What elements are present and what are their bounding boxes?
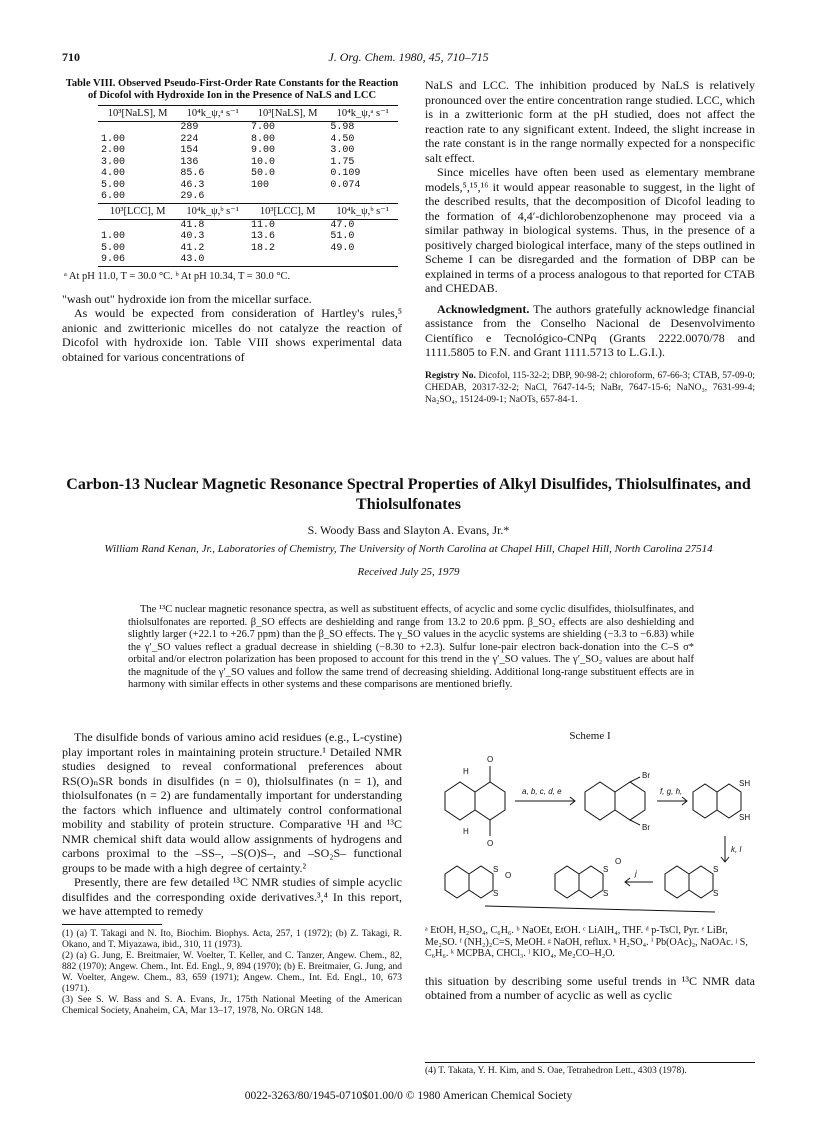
table-cell: [98, 219, 177, 231]
table-header-cell: 10³[NaLS], M: [98, 106, 177, 122]
table-row: [98, 191, 398, 203]
article-header: [62, 475, 755, 578]
atom-label: O: [505, 871, 512, 880]
table-row: [98, 168, 398, 180]
atom-label: S: [603, 889, 609, 898]
table-header-cell: 10³[LCC], M: [248, 203, 327, 219]
table-cell: 43.0: [177, 254, 248, 266]
table-cell: 1.00: [101, 231, 126, 242]
table-cell: 100: [250, 179, 269, 191]
table-row: [98, 243, 398, 255]
table-caption: Table VIII. Observed Pseudo-First-Order Rate Constants for the Reaction of Dicofol with Hydroxide Ion in the Presence of NaLS and LCC: [65, 78, 399, 101]
ring: [555, 866, 579, 898]
article-affiliation: William Rand Kenan, Jr., Laboratories of Chemistry, The University of North Carolina at Chapel Hill, Chapel Hill, North Carolina 27514: [104, 543, 713, 555]
paragraph: "wash out" hydroxide ion from the micellar surface.: [62, 291, 312, 306]
ring: [693, 784, 717, 818]
table-cell: 1.00: [101, 133, 126, 145]
footnotes: [62, 929, 402, 1017]
table-row: [98, 219, 398, 231]
table-cell: 2.00: [101, 145, 126, 156]
table-cell: 11.0: [250, 219, 275, 231]
table-row: [98, 180, 398, 192]
table-cell: [248, 191, 327, 203]
table-cell: 1.75: [330, 156, 355, 168]
table-cell: [327, 191, 398, 203]
table-cell: [98, 122, 177, 134]
table-cell: 8.00: [250, 133, 275, 145]
atom-label: S: [493, 889, 499, 898]
article-title: Carbon-13 Nuclear Magnetic Resonance Spectral Properties of Alkyl Disulfides, Thiolsulfinates, and Thiolsulfonates: [66, 476, 751, 513]
table-cell: 7.00: [250, 122, 275, 133]
table-cell: 5.00: [101, 242, 126, 254]
registry-label: Registry No.: [425, 370, 476, 381]
ring: [665, 866, 689, 898]
received-date: Received July 25, 1979: [357, 566, 460, 578]
table-cell: 46.3: [180, 179, 205, 191]
table-cell: 9.06: [98, 254, 177, 266]
ring: [445, 866, 469, 898]
table-cell: 5.98: [330, 122, 355, 133]
right-column-lower: [425, 730, 755, 1015]
ring: [445, 782, 475, 820]
table-footnote: ᵃ At pH 11.0, T = 30.0 °C. ᵇ At pH 10.34, T = 30.0 °C.: [64, 270, 291, 282]
right-column-upper: [425, 78, 755, 406]
atom-label: SH: [739, 813, 751, 822]
rate-constants-table: [98, 105, 398, 267]
atom-label: S: [493, 865, 499, 874]
acknowledgment-text: The authors gratefully acknowledge financial assistance from the Conselho Nacional de Desenvolvimento Científico e Tecnológico-CNPq (Grants 2222.0070/78 and 1111.5805 to F.N. and Grant 1111.5713 to L.G.I.).: [425, 301, 755, 359]
ring: [689, 866, 713, 898]
arrow-label: a, b, c, d, e: [522, 787, 562, 796]
left-column-upper: [62, 78, 402, 364]
table-cell: 0.074: [330, 179, 361, 191]
atom-label: O: [487, 839, 494, 848]
journal-citation: J. Org. Chem. 1980, 45, 710–715: [328, 50, 489, 64]
table-cell: 49.0: [330, 242, 355, 254]
table-header-cell: 10⁴k_ψ,ᵇ s⁻¹: [327, 203, 398, 219]
article-abstract: The ¹³C nuclear magnetic resonance spectra, as well as substituent effects, of acyclic and some cyclic disulfides, thiolsulfinates, and thiolsulfonates are reported. β_SO effects are deshielding and range from 13.2 to 20.6 ppm. β_SO₂ effects are also deshielding and slightly larger (+22.1 to +26.7 ppm) than the β_SO effects. The γ_SO values in the acyclic systems are shielding (−3.3 to −6.83) while the γ′_SO values reflect a gradual decrease in shielding (−8.30 to +2.3). Sulfur lone-pair electron back-donation into the C–S σ* orbital and/or electron polarization has been proposed to account for this trend in the γ′_SO values. The γ′_SO₂ values are about half the magnitude of the γ′_SO values and follow the same trend of decreasing shielding. Additional long-range substituent effects are in harmony with similar effects in other systems and these comparisons are mentioned briefly.: [128, 604, 694, 690]
table-cell: 41.8: [180, 219, 205, 231]
footnote: (3) See S. W. Bass and S. A. Evans, Jr., 175th National Meeting of the American Chemical Society, Anaheim, CA, Mar 13–17, 1978, No. ORGN 148.: [62, 994, 402, 1016]
lcc-rows: [98, 219, 398, 266]
ring: [579, 866, 603, 898]
table-cell: 85.6: [180, 168, 205, 179]
scheme-title: Scheme I: [569, 730, 611, 742]
table-cell: 4.50: [330, 133, 355, 145]
footnote-4: [425, 1062, 755, 1077]
table-header-cell: 10⁴k_ψ,ᵇ s⁻¹: [177, 203, 248, 219]
table-cell: 136: [180, 156, 199, 168]
table-cell: 10.0: [250, 156, 275, 168]
table-cell: 4.00: [101, 168, 126, 179]
table-cell: 3.00: [101, 156, 126, 168]
registry-text: Dicofol, 115-32-2; DBP, 90-98-2; chloroform, 67-66-3; CTAB, 57-09-0; CHEDAB, 20317-32-2; NaCl, 7647-14-5; NaBr, 7647-15-6; NaNO₃, 7631-99-4; Na₂SO₄, 15124-09-1; NaOTs, 657-84-1.: [425, 370, 755, 405]
left-column-lower: [62, 730, 402, 1017]
table-row: [98, 157, 398, 169]
scheme-footnote: ᵃ EtOH, H₂SO₄, C₆H₆. ᵇ NaOEt, EtOH. ᶜ LiAlH₄, THF. ᵈ p-TsCl, Pyr. ᵉ LiBr, Me₂SO. ᶠ (NH₂)₂C=S, MeOH. ᵍ NaOH, reflux. ʰ H₂SO₄. ⁱ Pb(OAc)₂, NaOAc. ʲ S, C₆H₆. ᵏ MCPBA, CHCl₃. ˡ KIO₄, Me₂CO–H₂O.: [425, 925, 748, 959]
acknowledgment: [425, 302, 755, 360]
paragraph: Since micelles have often been used as elementary membrane models,⁵,¹⁵,¹⁶ it would appear reasonable to suggest, in the light of the described results, that the decomposition of Dicofol leading to the formation of 4,4′-dichlorobenzophenone may proceed via a similar pathway in biological systems. Thus, in the presence of a positively charged biological interface, many of the steps outlined in Scheme I can be disregarded and the formation of DBP can be explained in terms of a process analogous to that reported for CTAB and CHEDAB.: [425, 165, 755, 295]
paragraph: NaLS and LCC. The inhibition produced by NaLS is relatively pronounced over the entire concentration range studied. LCC, which is in a zwitterionic form at the pH studied, does not affect the reaction rate to any significant extent. Indeed, the slight increase in the rate constant is in the range normally expected for a nonspecific salt effect.: [425, 78, 755, 165]
acknowledgment-heading: Acknowledgment.: [437, 301, 530, 316]
footnote-divider: [62, 924, 162, 925]
atom-label: S: [713, 889, 719, 898]
table-cell: [248, 254, 327, 266]
table-header-cell: 10⁴k_ψ,ᵃ s⁻¹: [177, 106, 248, 122]
table-cell: 18.2: [250, 242, 275, 254]
atom-label: Br: [642, 771, 650, 780]
arrow-label: k, l: [731, 845, 742, 854]
table-header-row: [98, 106, 398, 122]
ring: [475, 782, 505, 820]
atom-label: Br: [642, 823, 650, 832]
table-cell: 5.00: [101, 179, 126, 191]
table-cell: 9.00: [250, 145, 275, 156]
table-row: [98, 145, 398, 157]
table-cell: 13.6: [250, 231, 275, 242]
article-authors: S. Woody Bass and Slayton A. Evans, Jr.*: [307, 523, 510, 537]
table-row: [98, 231, 398, 243]
atom-label: O: [615, 857, 622, 866]
table-cell: 29.6: [177, 191, 248, 203]
atom-label: H: [463, 827, 469, 836]
footnote: (2) (a) G. Jung, E. Breitmaier, W. Voelter, T. Keller, and C. Tanzer, Angew. Chem., 82, 882 (1970); Angew. Chem., Int. Ed. Engl., 9, 894 (1970); (b) E. Breitmaier, G. Jung, and W. Voelter, Angew. Chem., 83, 659 (1971); Angew. Chem., Int. Ed. Engl., 10, 673 (1971).: [62, 950, 402, 994]
ring: [585, 782, 615, 820]
page-number: 710: [62, 50, 80, 64]
arrow-label: f, g, h,: [660, 787, 683, 796]
copyright-line: 0022-3263/80/1945-0710$01.00/0 © 1980 American Chemical Society: [244, 1090, 573, 1102]
atom-label: SH: [739, 779, 751, 788]
ring: [615, 782, 645, 820]
table-row: [98, 122, 398, 134]
page-header: [62, 50, 755, 68]
table-header-cell: 10⁴k_ψ,ᵃ s⁻¹: [327, 106, 398, 122]
table-cell: 289: [180, 122, 199, 133]
nals-rows: [98, 122, 398, 204]
ring: [717, 784, 741, 818]
table-cell: 224: [180, 133, 199, 145]
table-header-row: [98, 203, 398, 219]
atom-label: S: [713, 865, 719, 874]
registry-numbers: [425, 370, 755, 406]
table-row: [98, 254, 398, 266]
scheme-diagram: [425, 744, 755, 914]
table-cell: 6.00: [98, 191, 177, 203]
table-header-cell: 10³[NaLS], M: [248, 106, 327, 122]
atom-label: S: [603, 865, 609, 874]
table-cell: 41.2: [180, 242, 205, 254]
paragraph: this situation by describing some useful trends in ¹³C NMR data obtained from a number of acyclic as well as cyclic: [425, 973, 755, 1002]
table-cell: 0.109: [330, 168, 361, 179]
table-cell: 3.00: [330, 145, 355, 156]
table-row: [98, 134, 398, 146]
arrow-label: j: [635, 869, 637, 878]
paragraph: Presently, there are few detailed ¹³C NMR studies of simple acyclic disulfides and the corresponding oxide derivatives.³,⁴ In this report, we have attempted to remedy: [62, 875, 402, 918]
paragraph: The disulfide bonds of various amino acid residues (e.g., L-cystine) play important roles in maintaining protein structure.¹ Detailed NMR studies designed to reveal conformational preferences about RS(O)ₙSR bonds in disulfides (n = 0), thiolsulfinates (n = 1), and thiolsulfonates (n = 2) are fundamentally important for understanding the factors which influence and ultimately control conformational mobility and stability of protein structure. Comparative ¹H and ¹³C NMR chemical shift data would allow assignments of hydrogens and carbons proximal to the –SS–, –S(O)S–, and –SO₂S– functional groups to be made with a high degree of certainty.²: [62, 730, 402, 875]
footnote: (4) T. Takata, Y. H. Kim, and S. Oae, Tetrahedron Lett., 4303 (1978).: [425, 1066, 687, 1076]
atom-label: H: [463, 767, 469, 776]
footnote: (1) (a) T. Takagi and N. Ito, Biochim. Biophys. Acta, 257, 1 (1972); (b) Z. Takagi, R. Okano, and T. Miyazawa, ibid., 310, 11 (1973).: [62, 928, 402, 950]
atom-label: O: [487, 755, 494, 764]
table-cell: 40.3: [180, 231, 205, 242]
footnote-divider: [425, 1062, 755, 1063]
table-header-cell: 10³[LCC], M: [98, 203, 177, 219]
table-cell: 51.0: [330, 231, 355, 242]
paragraph: As would be expected from consideration of Hartley's rules,⁵ anionic and zwitterionic micelles do not catalyze the reaction of Dicofol with hydroxide ion. Table VIII shows experimental data obtained for various concentrations of: [62, 306, 402, 364]
table-cell: 50.0: [250, 168, 275, 179]
table-cell: [327, 254, 398, 266]
table-cell: 47.0: [330, 219, 355, 231]
table-cell: 154: [180, 145, 199, 156]
ring: [469, 866, 493, 898]
